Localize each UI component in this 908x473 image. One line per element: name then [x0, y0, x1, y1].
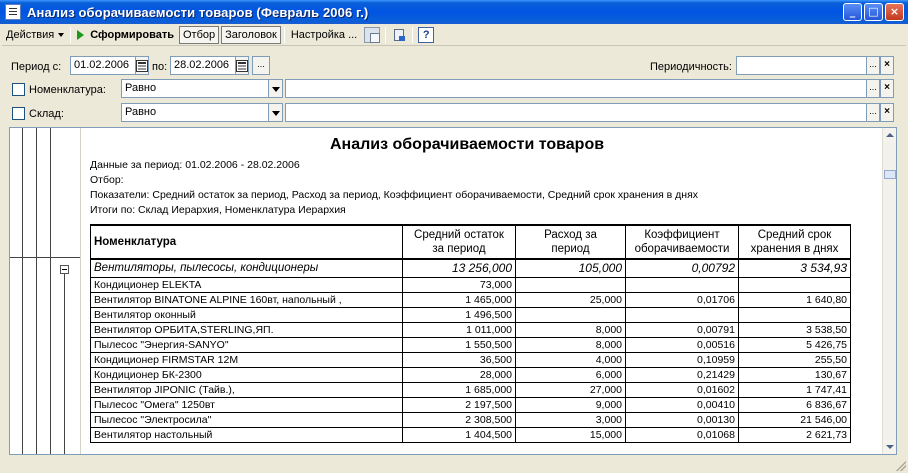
- column-header-line: период: [551, 243, 590, 255]
- avg-stock-cell: 1 496,500: [403, 307, 516, 322]
- scroll-up-icon[interactable]: [883, 128, 897, 142]
- generate-button[interactable]: [73, 25, 178, 45]
- nomenclature-checkbox[interactable]: [12, 83, 25, 96]
- consumption-cell: 9,000: [516, 397, 626, 412]
- group-consumption-cell: 105,000: [516, 259, 626, 277]
- nomenclature-value-input[interactable]: [285, 79, 867, 98]
- report-spreadsheet[interactable]: [9, 127, 897, 455]
- period-select-button[interactable]: ...: [252, 56, 270, 75]
- warehouse-select-button[interactable]: ...: [866, 103, 880, 122]
- periodicity-label: Периодичность:: [650, 61, 732, 73]
- filter-toggle-button[interactable]: Отбор: [179, 26, 219, 44]
- storage-cell: 6 836,67: [739, 397, 851, 412]
- column-header-storage: [739, 225, 851, 259]
- period-row: [0, 56, 908, 78]
- column-header-line: Коэффициент: [644, 229, 720, 241]
- nomenclature-condition-select[interactable]: Равно: [121, 79, 269, 98]
- nomenclature-filter-row: [0, 79, 908, 101]
- turnover-cell: 0,21429: [626, 367, 739, 382]
- grouping-line: [22, 128, 23, 454]
- consumption-cell: 6,000: [516, 367, 626, 382]
- turnover-cell: 0,01602: [626, 382, 739, 397]
- column-header-line: хранения в днях: [750, 243, 839, 255]
- storage-cell: [739, 307, 851, 322]
- item-name-cell: Кондиционер БК-2300: [91, 367, 403, 382]
- table-row[interactable]: [91, 292, 851, 307]
- warehouse-condition-dropdown-icon[interactable]: [268, 103, 283, 122]
- period-from-input[interactable]: 01.02.2006: [70, 56, 136, 75]
- avg-stock-cell: 28,000: [403, 367, 516, 382]
- nomenclature-select-button[interactable]: ...: [866, 79, 880, 98]
- storage-cell: [739, 277, 851, 292]
- storage-cell: 130,67: [739, 367, 851, 382]
- header-toggle-button[interactable]: Заголовок: [221, 26, 281, 44]
- periodicity-clear-button[interactable]: ×: [880, 56, 894, 75]
- item-name-cell: Вентилятор BINATONE ALPINE 160вт, напольный ,: [91, 292, 403, 307]
- item-name-cell: Пылесос "Энергия-SANYO": [91, 337, 403, 352]
- avg-stock-cell: 2 308,500: [403, 412, 516, 427]
- export-icon[interactable]: [391, 27, 407, 43]
- avg-stock-cell: 2 197,500: [403, 397, 516, 412]
- report-filter: Отбор:: [90, 174, 124, 186]
- status-bar: [0, 458, 908, 473]
- consumption-cell: 8,000: [516, 322, 626, 337]
- consumption-cell: 15,000: [516, 427, 626, 442]
- turnover-cell: [626, 307, 739, 322]
- table-row[interactable]: [91, 307, 851, 322]
- group-turnover-cell: 0,00792: [626, 259, 739, 277]
- table-row[interactable]: [91, 352, 851, 367]
- report-period: Данные за период: 01.02.2006 - 28.02.2006: [90, 159, 300, 171]
- window-title: Анализ оборачиваемости товаров (Февраль 2006 г.): [27, 4, 369, 20]
- storage-cell: 2 621,73: [739, 427, 851, 442]
- report-document-icon: [5, 4, 21, 20]
- storage-cell: 255,50: [739, 352, 851, 367]
- grouping-panel: [10, 128, 81, 454]
- window-controls: [843, 3, 904, 21]
- actions-menu[interactable]: [2, 25, 68, 45]
- storage-cell: 1 747,41: [739, 382, 851, 397]
- consumption-cell: 3,000: [516, 412, 626, 427]
- turnover-cell: 0,00516: [626, 337, 739, 352]
- period-to-calendar-button[interactable]: [235, 56, 249, 75]
- column-header-turnover: [626, 225, 739, 259]
- storage-cell: 21 546,00: [739, 412, 851, 427]
- consumption-cell: 8,000: [516, 337, 626, 352]
- toolbar: [2, 24, 906, 46]
- actions-label: Действия: [6, 28, 55, 41]
- toolbar-separator: [385, 27, 386, 43]
- turnover-cell: 0,00410: [626, 397, 739, 412]
- report-table: [90, 224, 851, 443]
- play-icon: [77, 30, 84, 40]
- avg-stock-cell: 1 404,500: [403, 427, 516, 442]
- item-name-cell: Пылесос "Электросила": [91, 412, 403, 427]
- column-header-line: оборачиваемости: [634, 243, 730, 255]
- column-header-line: Средний срок: [757, 229, 832, 241]
- nomenclature-clear-button[interactable]: ×: [880, 79, 894, 98]
- column-header-consumption: [516, 225, 626, 259]
- nomenclature-condition-dropdown-icon[interactable]: [268, 79, 283, 98]
- table-row[interactable]: [91, 382, 851, 397]
- consumption-cell: 27,000: [516, 382, 626, 397]
- group-avg-stock-cell: 13 256,000: [403, 259, 516, 277]
- item-name-cell: Вентилятор оконный: [91, 307, 403, 322]
- table-row[interactable]: [91, 427, 851, 442]
- column-header-line: Расход за: [544, 229, 597, 241]
- warehouse-value-input[interactable]: [285, 103, 867, 122]
- period-to-input[interactable]: 28.02.2006: [170, 56, 236, 75]
- avg-stock-cell: 1 550,500: [403, 337, 516, 352]
- vertical-scrollbar[interactable]: [882, 128, 896, 454]
- close-button[interactable]: ×: [885, 3, 904, 21]
- turnover-cell: 0,00791: [626, 322, 739, 337]
- group-row[interactable]: [91, 259, 851, 277]
- grouping-line: [36, 128, 37, 454]
- turnover-cell: 0,00130: [626, 412, 739, 427]
- scroll-down-icon[interactable]: [883, 440, 897, 454]
- turnover-cell: [626, 277, 739, 292]
- storage-cell: 3 538,50: [739, 322, 851, 337]
- table-row[interactable]: [91, 397, 851, 412]
- avg-stock-cell: 1 685,000: [403, 382, 516, 397]
- help-icon[interactable]: ?: [418, 27, 434, 43]
- column-header-avg-stock: [403, 225, 516, 259]
- period-from-label: Период с:: [11, 61, 62, 73]
- consumption-cell: [516, 277, 626, 292]
- toolbar-separator: [412, 27, 413, 43]
- periodicity-input[interactable]: [736, 56, 867, 75]
- period-to-label: по:: [152, 61, 168, 73]
- warehouse-condition-select[interactable]: Равно: [121, 103, 269, 122]
- item-name-cell: Вентилятор ОРБИТА,STERLING,ЯП.: [91, 322, 403, 337]
- table-row[interactable]: [91, 337, 851, 352]
- copy-icon[interactable]: [364, 27, 380, 43]
- table-row[interactable]: [91, 412, 851, 427]
- report-indicators: Показатели: Средний остаток за период, Расход за период, Коэффициент оборачиваемости, Средний срок хранения в днях: [90, 189, 699, 201]
- turnover-cell: 0,01068: [626, 427, 739, 442]
- avg-stock-cell: 1 011,000: [403, 322, 516, 337]
- consumption-cell: 25,000: [516, 292, 626, 307]
- item-name-cell: Кондиционер ELEKTA: [91, 277, 403, 292]
- item-name-cell: Пылесос "Омега" 1250вт: [91, 397, 403, 412]
- grouping-line: [64, 272, 65, 454]
- column-header-line: Средний остаток: [414, 229, 504, 241]
- warehouse-filter-row: [0, 103, 908, 125]
- toolbar-separator: [70, 27, 71, 43]
- column-header-nomenclature: Номенклатура: [91, 225, 403, 259]
- nomenclature-label: Номенклатура:: [29, 84, 106, 96]
- toolbar-separator: [284, 27, 285, 43]
- grouping-line: [10, 257, 80, 258]
- report-document: [82, 128, 882, 454]
- avg-stock-cell: 1 465,000: [403, 292, 516, 307]
- storage-cell: 1 640,80: [739, 292, 851, 307]
- resize-grip-icon[interactable]: [896, 461, 906, 471]
- calendar-icon: [236, 60, 248, 72]
- maximize-button[interactable]: □: [864, 3, 883, 21]
- group-storage-cell: 3 534,93: [739, 259, 851, 277]
- periodicity-select-button[interactable]: ...: [866, 56, 880, 75]
- calendar-icon: [136, 60, 148, 72]
- column-header-line: за период: [432, 243, 486, 255]
- generate-label: Сформировать: [90, 28, 174, 41]
- item-name-cell: Вентилятор настольный: [91, 427, 403, 442]
- table-row[interactable]: [91, 277, 851, 292]
- table-header-row: [91, 225, 851, 259]
- consumption-cell: 4,000: [516, 352, 626, 367]
- collapse-group-icon[interactable]: [60, 265, 69, 274]
- chevron-down-icon: [58, 33, 64, 37]
- turnover-cell: 0,10959: [626, 352, 739, 367]
- warehouse-checkbox[interactable]: [12, 107, 25, 120]
- minimize-button[interactable]: _: [843, 3, 862, 21]
- turnover-cell: 0,01706: [626, 292, 739, 307]
- table-row[interactable]: [91, 322, 851, 337]
- settings-button[interactable]: Настройка ...: [290, 28, 358, 41]
- group-name-cell: Вентиляторы, пылесосы, кондиционеры: [91, 259, 403, 277]
- title-bar: [0, 0, 908, 24]
- scroll-thumb[interactable]: [884, 170, 896, 179]
- report-totals: Итоги по: Склад Иерархия, Номенклатура Иерархия: [90, 204, 346, 216]
- avg-stock-cell: 73,000: [403, 277, 516, 292]
- item-name-cell: Вентилятор JIPONIC (Тайв.),: [91, 382, 403, 397]
- period-from-calendar-button[interactable]: [135, 56, 149, 75]
- warehouse-label: Склад:: [29, 108, 64, 120]
- storage-cell: 5 426,75: [739, 337, 851, 352]
- item-name-cell: Кондиционер FIRMSTAR 12M: [91, 352, 403, 367]
- report-title: Анализ оборачиваемости товаров: [330, 136, 605, 153]
- avg-stock-cell: 36,500: [403, 352, 516, 367]
- table-row[interactable]: [91, 367, 851, 382]
- grouping-line: [50, 128, 51, 454]
- warehouse-clear-button[interactable]: ×: [880, 103, 894, 122]
- consumption-cell: [516, 307, 626, 322]
